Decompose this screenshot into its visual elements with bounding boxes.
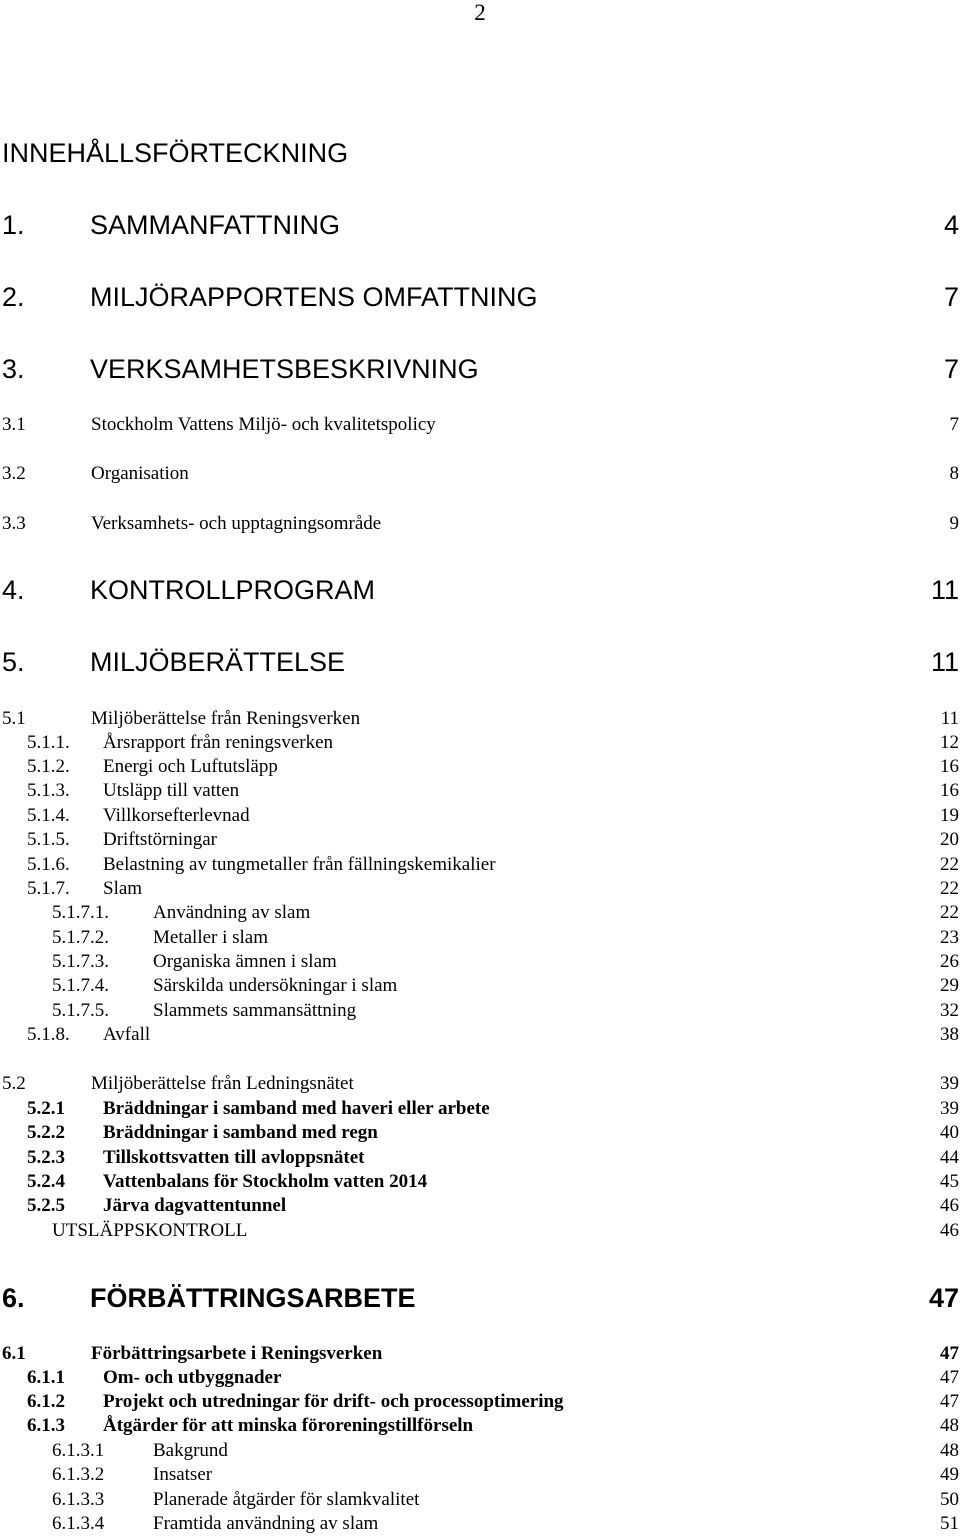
toc-entry[interactable] bbox=[0, 1146, 960, 1170]
toc-entry-number: 5.1.7. bbox=[27, 878, 70, 899]
toc-entry-number: 6.1.3.3 bbox=[52, 1489, 105, 1510]
toc-entry-title: Slam bbox=[103, 878, 143, 899]
toc-entry-number: 5.1 bbox=[2, 708, 26, 729]
toc-entry-number: 5.2.3 bbox=[27, 1147, 65, 1168]
toc-entry[interactable] bbox=[0, 707, 960, 731]
toc-entry-number: 5.2.5 bbox=[27, 1195, 65, 1216]
toc-entry-number: 1. bbox=[2, 210, 25, 240]
toc-entry[interactable] bbox=[0, 1121, 960, 1145]
toc-entry-title: Utsläpp till vatten bbox=[103, 780, 240, 801]
toc-entry-title: Villkorsefterlevnad bbox=[103, 805, 250, 826]
toc-entry[interactable] bbox=[0, 1170, 960, 1194]
toc-entry[interactable] bbox=[0, 779, 960, 803]
toc-entry-page: 7 bbox=[943, 354, 959, 384]
toc-entry[interactable] bbox=[0, 1342, 960, 1366]
toc-entry-page: 47 bbox=[940, 1367, 959, 1388]
toc-entry-page: 11 bbox=[930, 575, 959, 605]
toc-entry-number: 6.1.3.4 bbox=[52, 1513, 105, 1534]
toc-entry-page: 19 bbox=[940, 805, 959, 826]
toc-entry-page: 12 bbox=[940, 732, 959, 753]
toc-entry-number: 5.1.7.1. bbox=[52, 902, 109, 923]
toc-entry[interactable] bbox=[0, 1390, 960, 1414]
toc-entry-title: Bräddningar i samband med haveri eller arbete bbox=[103, 1098, 490, 1119]
toc-entry-number: 3. bbox=[2, 354, 25, 384]
toc-entry-title: Belastning av tungmetaller från fällningskemikalier bbox=[103, 854, 496, 875]
toc-entry-title: Bakgrund bbox=[153, 1440, 228, 1461]
toc-entry-title: Verksamhets- och upptagningsområde bbox=[91, 513, 382, 534]
toc-entry[interactable] bbox=[0, 731, 960, 755]
toc-entry-number: 5.1.8. bbox=[27, 1024, 70, 1045]
toc-entry[interactable] bbox=[0, 353, 960, 385]
toc-entry-page: 49 bbox=[940, 1464, 959, 1485]
toc-entry-page: 26 bbox=[940, 951, 959, 972]
toc-entry-number: 3.2 bbox=[2, 463, 26, 484]
toc-entry-title: Energi och Luftutsläpp bbox=[103, 756, 278, 777]
toc-title: INNEHÅLLSFÖRTECKNING bbox=[2, 138, 349, 168]
toc-entry-number: 5.1.4. bbox=[27, 805, 70, 826]
page-number: 2 bbox=[474, 0, 486, 25]
toc-entry-title: Organisation bbox=[91, 463, 189, 484]
toc-entry[interactable] bbox=[0, 1194, 960, 1218]
toc-entry-title: Tillskottsvatten till avloppsnätet bbox=[103, 1147, 365, 1168]
toc-entry[interactable] bbox=[0, 974, 960, 998]
toc-entry[interactable] bbox=[0, 646, 960, 678]
toc-entry[interactable] bbox=[0, 999, 960, 1023]
toc-entry-title: Driftstörningar bbox=[103, 829, 217, 850]
toc-entry-number: 6.1.2 bbox=[27, 1391, 65, 1412]
toc-entry-page: 46 bbox=[940, 1220, 959, 1241]
toc-entry-title: Projekt och utredningar för drift- och processoptimering bbox=[103, 1391, 564, 1412]
toc-entry[interactable] bbox=[0, 950, 960, 974]
toc-entry-title: Användning av slam bbox=[153, 902, 311, 923]
toc-entry-number: 6. bbox=[2, 1283, 25, 1313]
toc-entry-title: Årsrapport från reningsverken bbox=[103, 732, 334, 753]
toc-entry-title: Vattenbalans för Stockholm vatten 2014 bbox=[103, 1171, 428, 1192]
toc-entry-page: 47 bbox=[940, 1391, 959, 1412]
toc-entry-page: 7 bbox=[949, 414, 959, 435]
toc-entry-number: 5.2.4 bbox=[27, 1171, 65, 1192]
toc-entry[interactable] bbox=[0, 926, 960, 950]
toc-entry[interactable] bbox=[0, 804, 960, 828]
toc-entry-page: 40 bbox=[940, 1122, 959, 1143]
toc-entry[interactable] bbox=[0, 1488, 960, 1512]
toc-entry-page: 32 bbox=[940, 1000, 959, 1021]
toc-entry[interactable] bbox=[0, 1282, 960, 1314]
toc-entry-page: 29 bbox=[940, 975, 959, 996]
toc-entry-page: 51 bbox=[940, 1513, 959, 1534]
toc-entry-number: 6.1 bbox=[2, 1343, 26, 1364]
toc-entry-page: 22 bbox=[940, 854, 959, 875]
toc-entry-page: 38 bbox=[940, 1024, 959, 1045]
toc-entry-title: Planerade åtgärder för slamkvalitet bbox=[153, 1489, 420, 1510]
toc-entry-page: 20 bbox=[940, 829, 959, 850]
toc-entry-title: Insatser bbox=[153, 1464, 213, 1485]
toc-entry-page: 47 bbox=[928, 1283, 959, 1313]
toc-entry-page: 45 bbox=[940, 1171, 959, 1192]
toc-entry-number: 5.1.7.3. bbox=[52, 951, 109, 972]
toc-entry-title: Särskilda undersökningar i slam bbox=[153, 975, 398, 996]
toc-entry-page: 22 bbox=[940, 902, 959, 923]
toc-entry-page: 9 bbox=[949, 513, 959, 534]
toc-entry[interactable] bbox=[0, 1439, 960, 1463]
toc-entry-title: Åtgärder för att minska föroreningstillförseln bbox=[103, 1415, 474, 1436]
toc-entry-page: 16 bbox=[940, 780, 959, 801]
toc-entry[interactable] bbox=[0, 281, 960, 313]
toc-entry[interactable] bbox=[0, 1072, 960, 1096]
toc-entry-page: 47 bbox=[940, 1343, 959, 1364]
toc-entry[interactable] bbox=[0, 413, 960, 437]
toc-entry-page: 48 bbox=[940, 1415, 959, 1436]
toc-entry-title: Bräddningar i samband med regn bbox=[103, 1122, 378, 1143]
toc-entry-page: 4 bbox=[943, 210, 959, 240]
toc-entry-page: 22 bbox=[940, 878, 959, 899]
toc-entry-page: 44 bbox=[940, 1147, 959, 1168]
toc-entry-number: 6.1.3.2 bbox=[52, 1464, 105, 1485]
toc-entry-title: Stockholm Vattens Miljö- och kvalitetspolicy bbox=[91, 414, 436, 435]
toc-entry-page: 39 bbox=[940, 1073, 959, 1094]
toc-entry-title: Metaller i slam bbox=[153, 927, 269, 948]
toc-entry[interactable] bbox=[0, 1023, 960, 1047]
toc-entry-title: MILJÖRAPPORTENS OMFATTNING bbox=[90, 282, 538, 312]
toc-entry-page: 48 bbox=[940, 1440, 959, 1461]
toc-entry-number: 5.1.7.4. bbox=[52, 975, 109, 996]
toc-entry-title: MILJÖBERÄTTELSE bbox=[90, 647, 346, 677]
toc-entry[interactable] bbox=[0, 1219, 960, 1243]
toc-entry-page: 50 bbox=[940, 1489, 959, 1510]
toc-entry[interactable] bbox=[0, 1414, 960, 1438]
toc-entry-title: Avfall bbox=[103, 1024, 151, 1045]
toc-entry[interactable] bbox=[0, 1463, 960, 1487]
toc-entry[interactable] bbox=[0, 828, 960, 852]
toc-entry-number: 5.2.1 bbox=[27, 1098, 65, 1119]
toc-entry-title: Organiska ämnen i slam bbox=[153, 951, 337, 972]
toc-entry[interactable] bbox=[0, 574, 960, 606]
toc-entry-number: 5.2 bbox=[2, 1073, 26, 1094]
toc-entry-number: 5.2.2 bbox=[27, 1122, 65, 1143]
toc-entry-number: 5. bbox=[2, 647, 25, 677]
toc-entry-number: 5.1.2. bbox=[27, 756, 70, 777]
toc-entry-number: 5.1.5. bbox=[27, 829, 70, 850]
toc-entry-title: Slammets sammansättning bbox=[153, 1000, 357, 1021]
toc-entry[interactable] bbox=[0, 877, 960, 901]
toc-entry[interactable] bbox=[0, 1366, 960, 1390]
toc-entry-page: 8 bbox=[949, 463, 959, 484]
toc-entry[interactable] bbox=[0, 512, 960, 536]
toc-entry-number: 5.1.1. bbox=[27, 732, 70, 753]
toc-entry-number: 4. bbox=[2, 575, 25, 605]
toc-entry-title: Om- och utbyggnader bbox=[103, 1367, 282, 1388]
toc-entry-number: 2. bbox=[2, 282, 25, 312]
toc-entry-page: 23 bbox=[940, 927, 959, 948]
toc-entry[interactable] bbox=[0, 755, 960, 779]
toc-entry-title: Framtida användning av slam bbox=[153, 1513, 379, 1534]
toc-entry-page: 46 bbox=[940, 1195, 959, 1216]
toc-entry-number: 6.1.1 bbox=[27, 1367, 65, 1388]
toc-entry-page: 11 bbox=[940, 708, 959, 729]
toc-entry[interactable] bbox=[0, 462, 960, 486]
toc-entry-page: 16 bbox=[940, 756, 959, 777]
toc-entry[interactable] bbox=[0, 853, 960, 877]
toc-entry-title: FÖRBÄTTRINGSARBETE bbox=[90, 1283, 416, 1313]
toc-entry-number: 3.3 bbox=[2, 513, 26, 534]
toc-entry-page: 39 bbox=[940, 1098, 959, 1119]
toc-entry-title: Järva dagvattentunnel bbox=[103, 1195, 287, 1216]
toc-entry-title: Förbättringsarbete i Reningsverken bbox=[91, 1343, 383, 1364]
toc-entry-title: Miljöberättelse från Ledningsnätet bbox=[91, 1073, 354, 1094]
toc-entry-number: 5.1.6. bbox=[27, 854, 70, 875]
toc-entry-number: 5.1.7.2. bbox=[52, 927, 109, 948]
toc-entry-number: 5.1.7.5. bbox=[52, 1000, 109, 1021]
toc-entry-number: 6.1.3.1 bbox=[52, 1440, 105, 1461]
toc-entry-number: 6.1.3 bbox=[27, 1415, 65, 1436]
toc-entry[interactable] bbox=[0, 209, 960, 241]
toc-entry-title: UTSLÄPPSKONTROLL bbox=[52, 1220, 248, 1241]
toc-entry-number: 3.1 bbox=[2, 414, 26, 435]
toc-entry[interactable] bbox=[0, 1097, 960, 1121]
toc-entry[interactable] bbox=[0, 1512, 960, 1536]
toc-entry-page: 7 bbox=[943, 282, 959, 312]
toc-entry-title: Miljöberättelse från Reningsverken bbox=[91, 708, 361, 729]
toc-entry-page: 11 bbox=[930, 647, 959, 677]
toc-entry-title: VERKSAMHETSBESKRIVNING bbox=[90, 354, 479, 384]
toc-entry-title: KONTROLLPROGRAM bbox=[90, 575, 376, 605]
toc-entry[interactable] bbox=[0, 901, 960, 925]
toc-entry-number: 5.1.3. bbox=[27, 780, 70, 801]
toc-entry-title: SAMMANFATTNING bbox=[90, 210, 341, 240]
